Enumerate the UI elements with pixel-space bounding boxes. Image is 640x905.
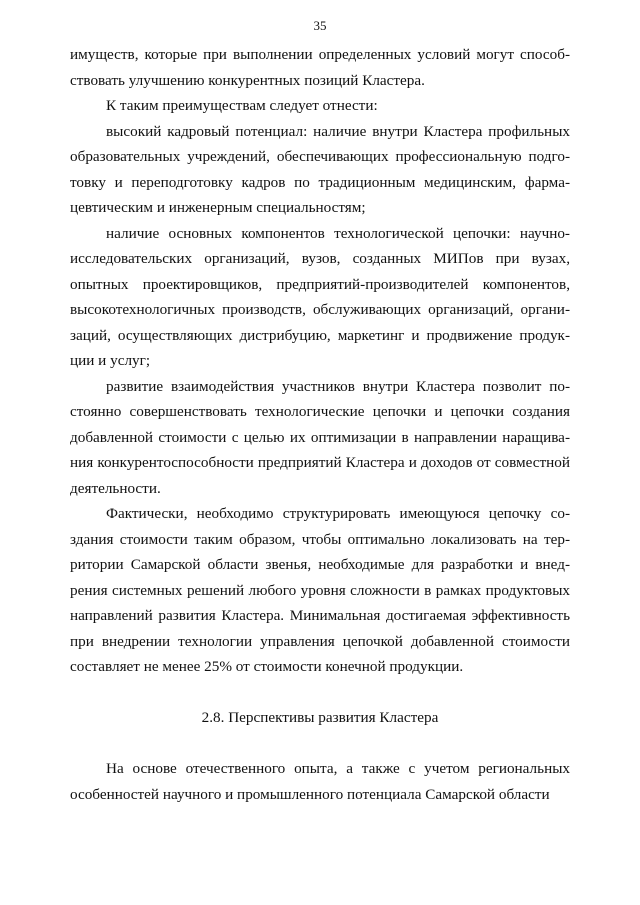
paragraph-staff-potential: высокий кадровый потенциал: наличие внутри Кластера профильных образовательных учреждений, обеспечивающих профессиональную подготовку и переподготовку кадров по традиционным медицинским, фармацевтическим и инженерным специальностям; [70, 122, 570, 216]
page-number: 35 [313, 18, 327, 33]
paragraph-continuation: имуществ, которые при выполнении определенных условий могут способствовать улучшению конкурентных позиций Кластера. [70, 46, 570, 89]
section-heading: 2.8. Перспективы развития Кластера [201, 708, 439, 726]
paragraph-value-chain: Фактически, необходимо структурировать имеющуюся цепочку создания стоимости таким образом, чтобы оптимально локализовать на территории Самарской области звенья, необходимые для разработки и внедрения системных решений любого уровня сложности в рамках продуктовых направлений развития Кластера. Минимальная достигаемая эффективность при внедрении технологии управления цепочкой добавленной стоимости составляет не менее 25% от стоимости конечной продукции. [70, 505, 570, 675]
paragraph-tech-chain: наличие основных компонентов технологической цепочки: научно-исследовательских организаций, вузов, созданных МИПов при вузах, опытных проектировщиков, предприятий-производителей компонентов, высокотехнологичных производств, обслуживающих организаций, организаций, осуществляющих дистрибуцию, маркетинг и продвижение продукции и услуг; [70, 224, 570, 369]
document-body [70, 42, 570, 807]
paragraph-interaction: развитие взаимодействия участников внутри Кластера позволит постоянно совершенствовать технологические цепочки и цепочки создания добавленной стоимости с целью их оптимизации в направлении наращивания конкурентоспособности предприятий Кластера и доходов от совместной деятельности. [70, 377, 570, 497]
paragraph-prospects: На основе отечественного опыта, а также с учетом региональных особенностей научного и промышленного потенциала Самарской области [70, 760, 570, 803]
paragraph-advantages-intro: К таким преимуществам следует отнести: [106, 97, 378, 114]
